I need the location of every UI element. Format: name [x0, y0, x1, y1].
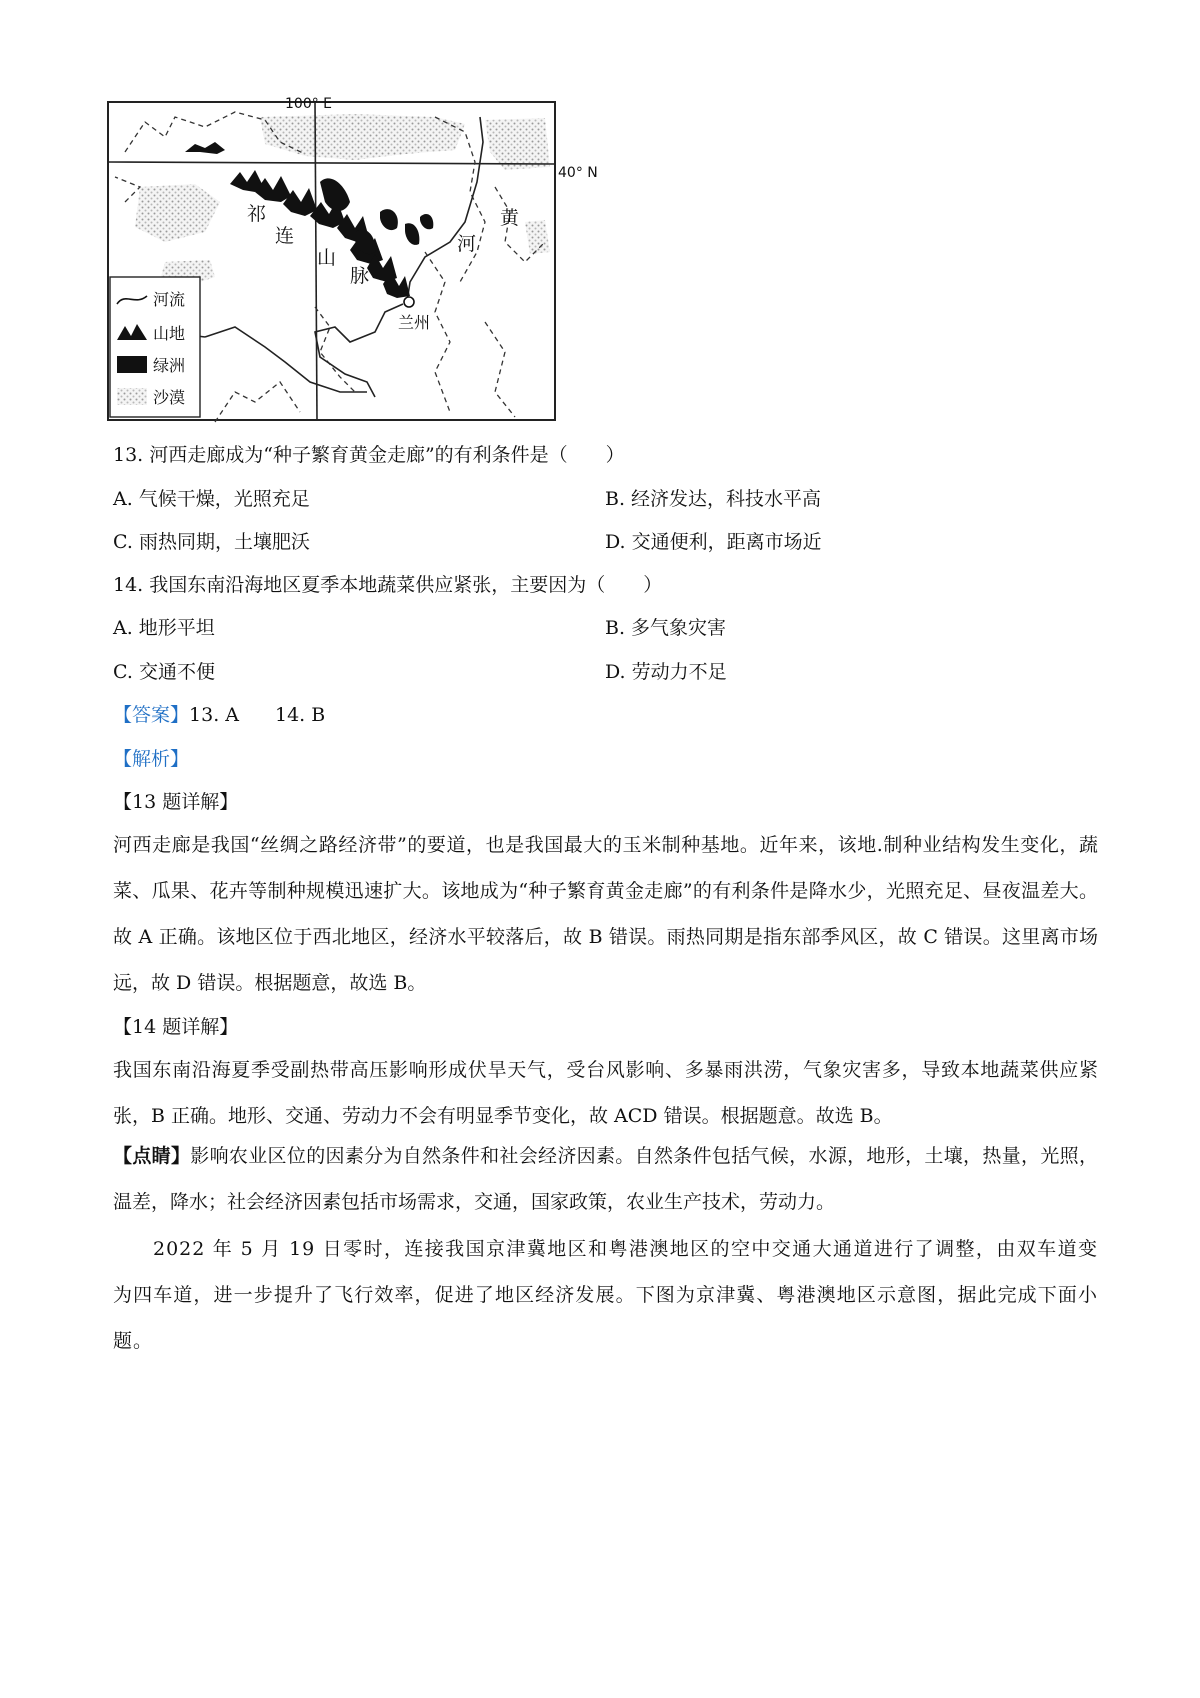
- q13-option-d: D. 交通便利，距离市场近: [605, 531, 822, 553]
- tip-text: 影响农业区位的因素分为自然条件和社会经济因素。自然条件包括气候，水源，地形，土壤，热量，光照，温差，降水；社会经济因素包括市场需求，交通，国家政策，农业生产技术，劳动力。: [113, 1145, 1098, 1213]
- map-label-qi: 祁: [247, 203, 267, 225]
- map-lat-label: 40° N: [558, 165, 598, 181]
- answer-line: [113, 703, 325, 727]
- legend-oasis-label: 绿洲: [153, 356, 186, 375]
- legend-oasis-symbol: [117, 356, 147, 373]
- q14-option-c: C. 交通不便: [113, 661, 215, 683]
- tip-paragraph: [113, 1133, 1098, 1225]
- q14-option-a: A. 地形平坦: [113, 617, 215, 639]
- map-label-lanzhou: 兰州: [398, 313, 431, 332]
- map-label-shan: 山: [317, 247, 337, 269]
- legend-desert-label: 沙漠: [153, 388, 186, 407]
- map-label-lian: 连: [275, 225, 295, 247]
- detail13-text: 河西走廊是我国“丝绸之路经济带”的要道，也是我国最大的玉米制种基地。近年来，该地.制种业结构发生变化，蔬菜、瓜果、花卉等制种规模迅速扩大。该地成为“种子繁育黄金走廊”的有利条件是降水少，光照充足、昼夜温差大。故 A 正确。该地区位于西北地区，经济水平较落后，故 B 错误。雨热同期是指东部季风区，故 C 错误。这里离市场远，故 D 错误。根据题意，故选 B。: [113, 834, 1098, 994]
- q13-option-b: B. 经济发达，科技水平高: [605, 488, 822, 510]
- answer-14: 14. B: [275, 704, 326, 726]
- q14-stem: 14. 我国东南沿海地区夏季本地蔬菜供应紧张，主要因为（ ）: [113, 574, 663, 596]
- lanzhou-marker: [404, 297, 414, 307]
- map-label-huang: 黄: [500, 207, 520, 229]
- hexi-corridor-map: [105, 92, 605, 425]
- analysis-tag: 【解析】: [113, 748, 190, 770]
- answer-tag: 【答案】: [113, 704, 190, 726]
- map-label-mai: 脉: [350, 265, 370, 287]
- map-legend: [110, 277, 200, 417]
- legend-river-label: 河流: [153, 290, 186, 309]
- legend-mountain-label: 山地: [153, 324, 186, 343]
- detail14-title: 【14 题详解】: [113, 1016, 239, 1038]
- legend-desert-symbol: [117, 388, 147, 405]
- q14-option-b: B. 多气象灾害: [605, 617, 727, 639]
- intro-paragraph: 2022 年 5 月 19 日零时，连接我国京津冀地区和粤港澳地区的空中交通大通道进行了调整，由双车道变为四车道，进一步提升了飞行效率，促进了地区经济发展。下图为京津冀、粤港澳地区示意图，据此完成下面小题。: [113, 1238, 1098, 1352]
- detail14-text: 我国东南沿海夏季受副热带高压影响形成伏旱天气，受台风影响、多暴雨洪涝，气象灾害多，导致本地蔬菜供应紧张，B 正确。地形、交通、劳动力不会有明显季节变化，故 ACD 错误。根据题意。故选 B。: [113, 1059, 1098, 1127]
- detail13-title: 【13 题详解】: [113, 791, 239, 813]
- q13-option-a: A. 气候干燥，光照充足: [113, 488, 310, 510]
- tip-tag: 【点睛】: [113, 1145, 191, 1167]
- q13-stem: 13. 河西走廊成为“种子繁育黄金走廊”的有利条件是（ ）: [113, 444, 625, 466]
- map-label-he: 河: [457, 233, 477, 255]
- map-lon-label: 100° E: [285, 96, 333, 112]
- q14-option-d: D. 劳动力不足: [605, 661, 727, 683]
- answer-13: 13. A: [189, 704, 239, 726]
- q13-option-c: C. 雨热同期，土壤肥沃: [113, 531, 310, 553]
